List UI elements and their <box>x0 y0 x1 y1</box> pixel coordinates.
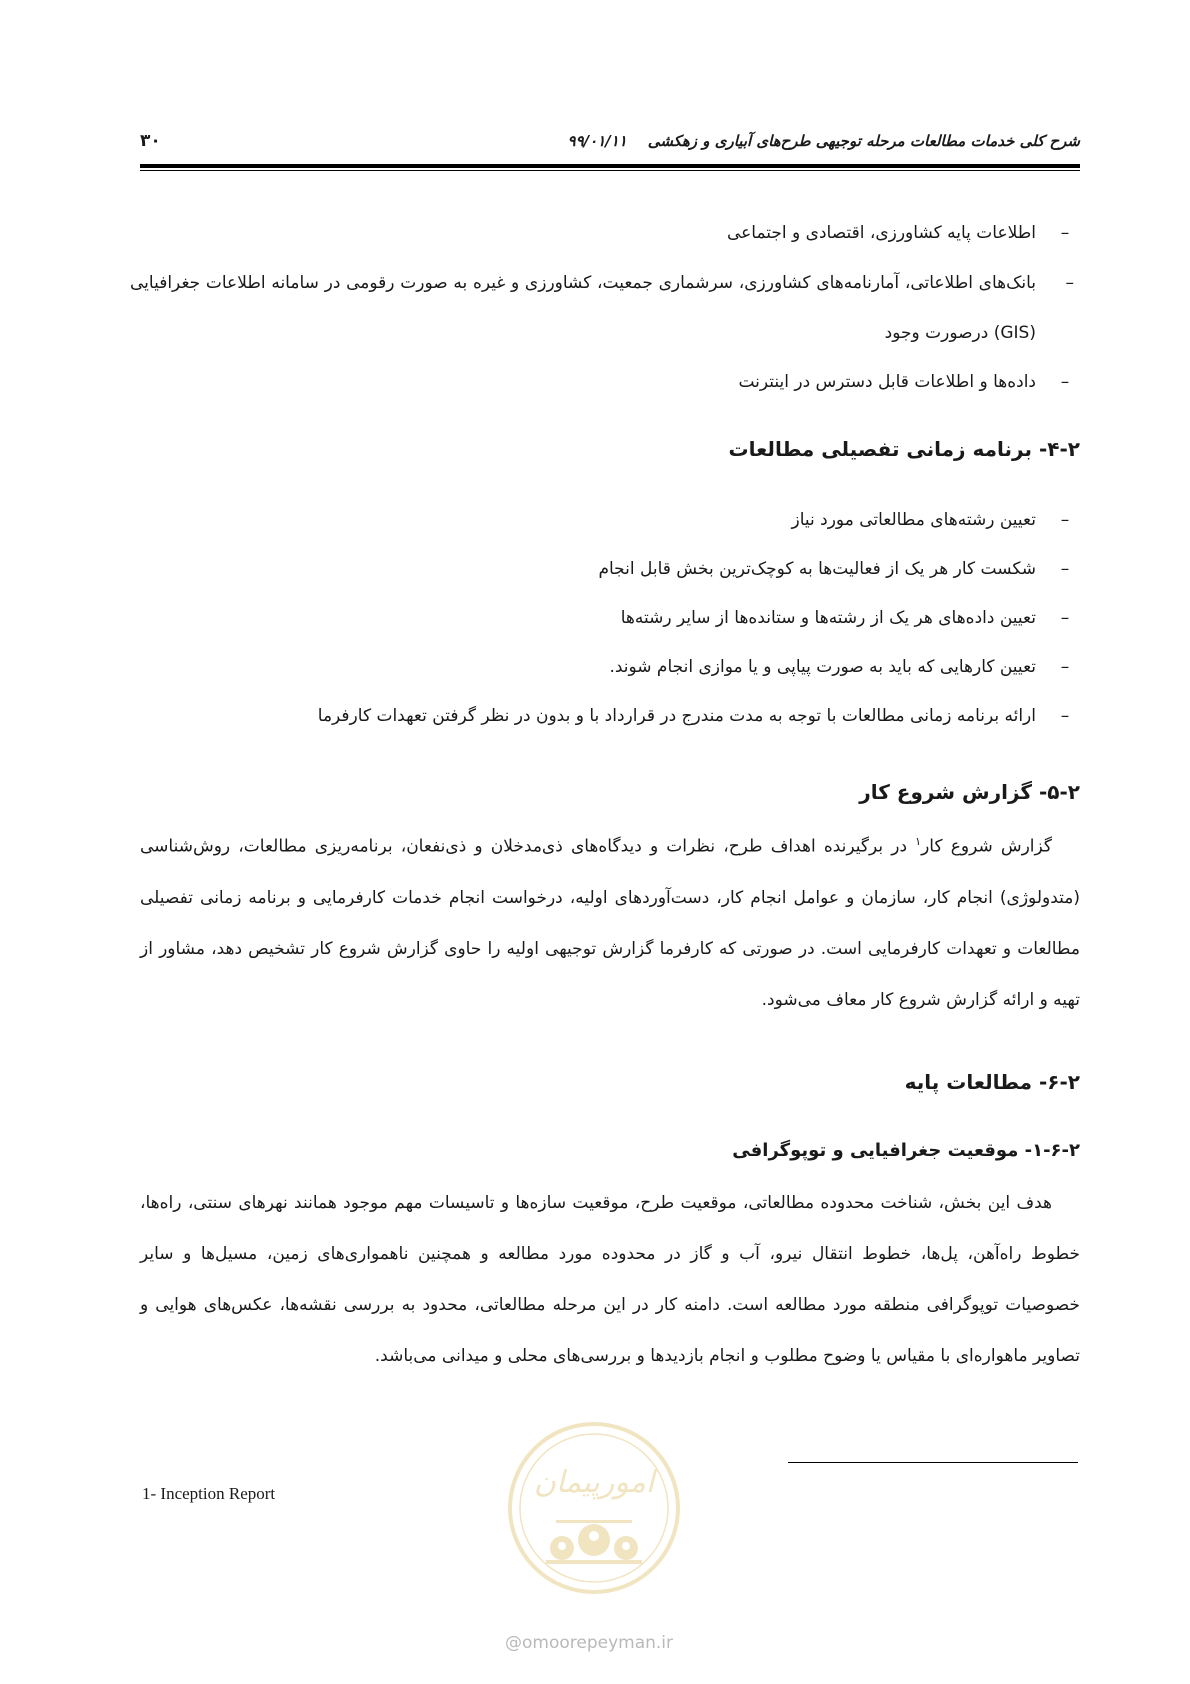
list-item <box>130 358 1080 407</box>
list-item <box>130 496 1080 545</box>
list-item <box>130 258 1080 358</box>
list-item-text: شکست کار هر یک از فعالیت‌ها به کوچک‌ترین بخش قابل انجام <box>598 559 1036 579</box>
paragraph-text: در برگیرنده اهداف طرح، نظرات و دیدگاه‌های ذی‌مدخلان و ذی‌نفعان، برنامه‌ریزی مطالعات، روش‌شناسی (متدولوژی) انجام کار، سازمان و عوامل انجام کار، دست‌آوردهای اولیه، درخواست انجام خدمات کارفرمایی و برنامه زمانی تفصیلی مطالعات و تعهدات کارفرمایی است. در صورتی که کارفرما گزارش توجیهی اولیه را حاوی گزارش شروع کار تشخیص دهد، مشاور از تهیه و ارائه گزارش شروع کار معاف می‌شود. <box>140 836 1080 1010</box>
dash-bullet: – <box>1065 273 1074 293</box>
body-paragraph: هدف این بخش، شناخت محدوده مطالعاتی، موقعیت طرح، موقعیت سازه‌ها و تاسیسات مهم موجود همانند نهرهای سنتی، راه‌ها، خطوط راه‌آهن، پل‌ها، خطوط انتقال نیرو، آب و گاز در محدوده مورد مطالعه و همچنین ناهمواری‌های زمین، مسیل‌ها و سایر خصوصیات توپوگرافی منطقه مورد مطالعه است. دامنه کار در این مرحله مطالعاتی، محدود به بررسی نقشه‌ها، عکس‌های هوایی و تصاویر ماهواره‌ای با مقیاس یا وضوح مطلوب و انجام بازدیدها و بررسی‌های محلی و میدانی می‌باشد. <box>140 1193 1080 1366</box>
dash-bullet: – <box>1060 608 1070 628</box>
section-heading: ۵-۲- گزارش شروع کار <box>859 780 1080 804</box>
body-paragraph <box>140 816 1080 1026</box>
header-rule-thick <box>140 164 1080 168</box>
list-item-text: بانک‌های اطلاعاتی، آمارنامه‌های کشاورزی، سرشماری جمعیت، کشاورزی و غیره به صورت رقومی در سامانه اطلاعات جغرافیایی (GIS) درصورت وجود <box>130 273 1036 343</box>
running-title <box>568 132 1080 150</box>
page-header <box>140 124 1080 158</box>
dash-bullet: – <box>1060 223 1070 243</box>
list-item <box>130 594 1080 643</box>
list-item <box>130 209 1080 258</box>
paragraph-text: گزارش شروع کار <box>921 836 1052 857</box>
schedule-list <box>130 496 1080 741</box>
running-title-text: شرح کلی خدمات مطالعات مرحله توجیهی طرح‌های آبیاری و زهکشی <box>647 132 1080 150</box>
list-item-text: داده‌ها و اطلاعات قابل دسترس در اینترنت <box>738 372 1036 392</box>
running-title-date: ۹۹/۰۱/۱۱ <box>567 132 627 150</box>
dash-bullet: – <box>1060 510 1070 530</box>
dash-bullet: – <box>1060 657 1070 677</box>
dash-bullet: – <box>1060 559 1070 579</box>
data-sources-list <box>130 209 1080 407</box>
list-item-text: تعیین داده‌های هر یک از رشته‌ها و ستانده‌ها از سایر رشته‌ها <box>620 608 1036 628</box>
subsection-heading: ۱-۶-۲- موقعیت جغرافیایی و توپوگرافی <box>732 1140 1080 1161</box>
footnote-reference: ۱ <box>915 835 922 848</box>
section-heading: ۶-۲- مطالعات پایه <box>904 1070 1080 1094</box>
watermark-logo-icon <box>506 1420 682 1596</box>
list-item-text: تعیین رشته‌های مطالعاتی مورد نیاز <box>791 510 1036 530</box>
list-item-text: تعیین کارهایی که باید به صورت پیاپی و یا موازی انجام شوند. <box>609 657 1036 677</box>
dash-bullet: – <box>1060 372 1070 392</box>
footnote: 1- Inception Report <box>142 1484 276 1503</box>
list-item-text: اطلاعات پایه کشاورزی، اقتصادی و اجتماعی <box>726 223 1036 243</box>
watermark-url: @omoorepeyman.ir <box>505 1633 674 1653</box>
section-heading: ۴-۲- برنامه زمانی تفصیلی مطالعات <box>728 437 1080 461</box>
footnote-rule <box>788 1462 1078 1463</box>
page-number: ۳۰ <box>140 131 161 151</box>
list-item <box>130 545 1080 594</box>
header-rule-thin <box>140 170 1080 171</box>
list-item-text: ارائه برنامه زمانی مطالعات با توجه به مدت مندرج در قرارداد با و بدون در نظر گرفتن تعهدات کارفرما <box>317 706 1036 726</box>
svg-text:امورپیمان: امورپیمان <box>533 1465 655 1500</box>
dash-bullet: – <box>1060 706 1070 726</box>
list-item <box>130 643 1080 692</box>
list-item <box>130 692 1080 741</box>
